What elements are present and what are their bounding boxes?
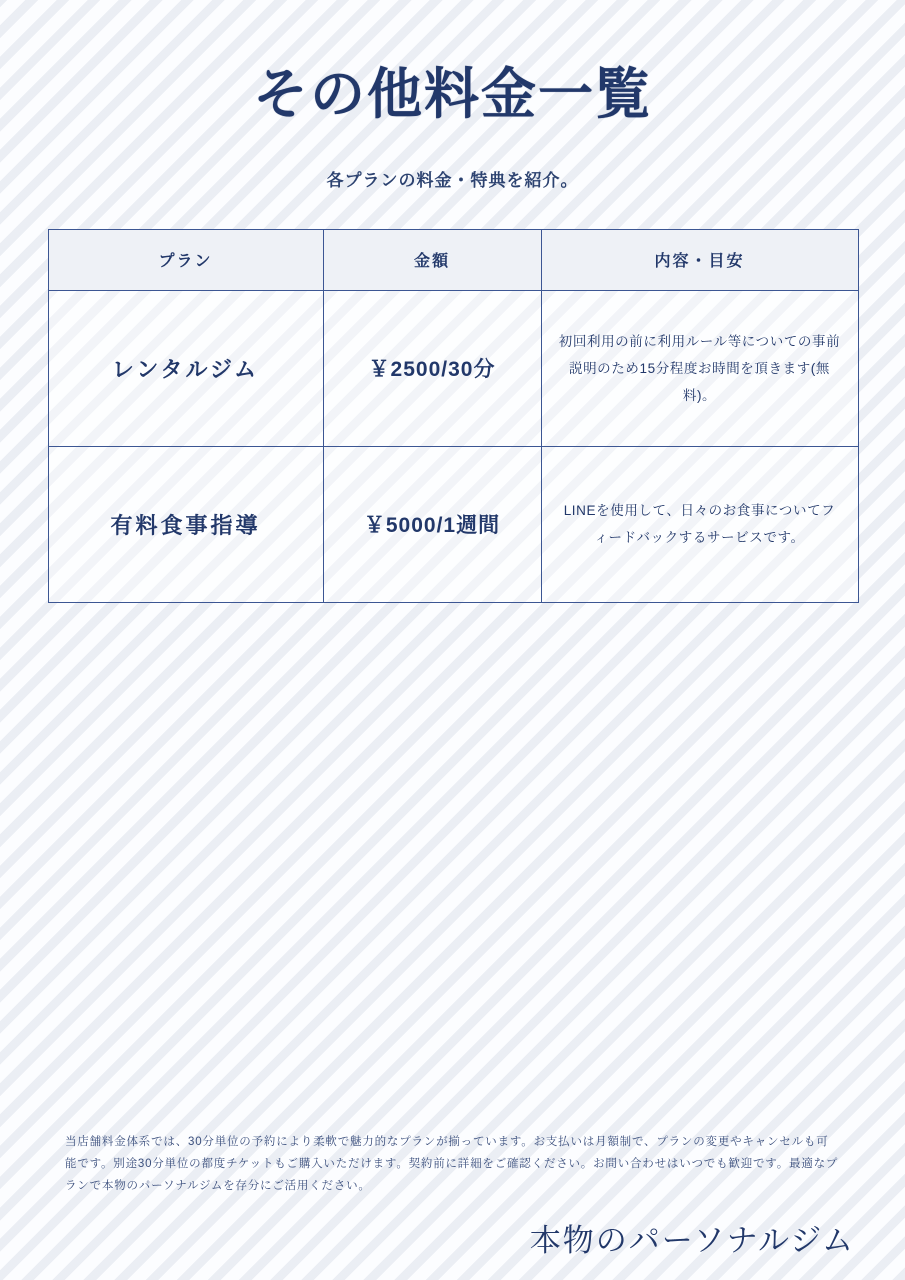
cell-plan-price: ￥5000/1週間 — [323, 446, 541, 602]
table-row — [48, 290, 858, 446]
page-title: その他料金一覧 — [252, 62, 652, 126]
table-header — [48, 229, 858, 290]
column-header-plan: プラン — [48, 229, 323, 290]
brand-signature: 本物のパーソナルジム — [529, 1223, 855, 1259]
column-header-description: 内容・目安 — [541, 229, 858, 290]
cell-plan-price: ￥2500/30分 — [323, 290, 541, 446]
page-subtitle: 各プランの料金・特典を紹介。 — [326, 170, 579, 190]
table-header-row — [48, 229, 858, 290]
cell-plan-description: LINEを使用して、日々のお食事についてフィードバックするサービスです。 — [541, 446, 858, 602]
pricing-table — [48, 229, 859, 603]
cell-plan-name: レンタルジム — [48, 290, 323, 446]
cell-plan-description: 初回利用の前に利用ルール等についての事前説明のため15分程度お時間を頂きます(無料)。 — [541, 290, 858, 446]
footnote-text: 当店舗料金体系では、30分単位の予約により柔軟で魅力的なプランが揃っています。お支払いは月額制で、プランの変更やキャンセルも可能です。別途30分単位の都度チケットもご購入いただけます。契約前に詳細をご確認ください。お問い合わせはいつでも歓迎です。最適なプランで本物のパーソナルジムを存分にご活用ください。 — [65, 1136, 839, 1192]
table-row — [48, 446, 858, 602]
cell-plan-name: 有料食事指導 — [48, 446, 323, 602]
table-body — [48, 290, 858, 602]
column-header-price: 金額 — [323, 229, 541, 290]
pricing-table-container — [48, 229, 858, 603]
